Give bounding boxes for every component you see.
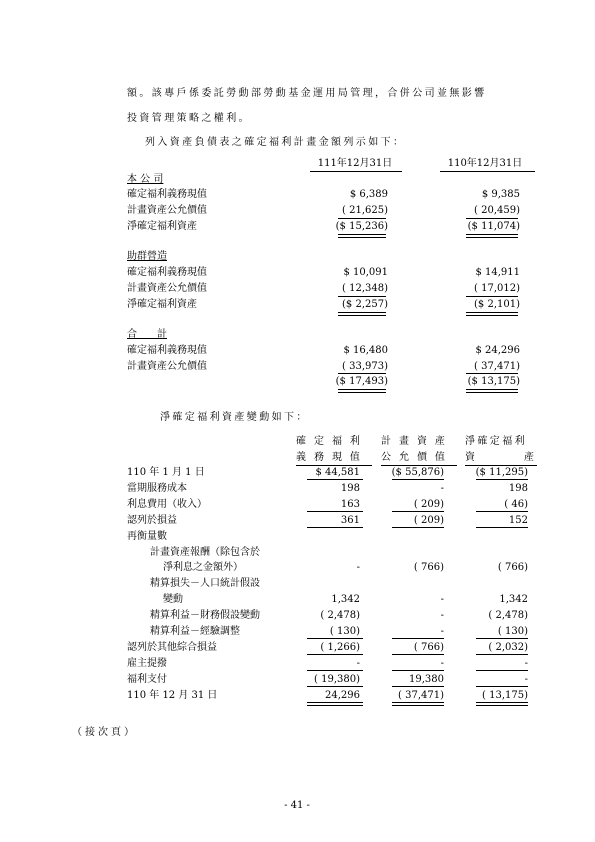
table2-cell: ( 766) [497,562,528,573]
table2-col-header-obligation-l2: 義 務 現 值 [296,452,363,463]
cell-value: ( 21,625) [342,205,388,216]
cell-value: ( 17,012) [474,283,520,294]
table2-col-header-obligation-l1: 確 定 福 利 [296,436,363,447]
table2-cell: 152 [508,515,528,526]
table1-col-header-2021: 110年12月31日 [447,158,523,169]
table2-cell: ($ 11,295) [475,467,528,478]
table2-cell: 1,342 [499,594,528,605]
row-label: 計畫資產公允價值 [127,361,207,372]
double-divider [466,312,518,316]
divider [307,686,363,687]
paragraph-line-2: 投資管理策略之權利。 [127,113,251,124]
divider [392,670,444,671]
divider [392,686,444,687]
row-label: 確定福利義務現值 [127,267,207,278]
divider [476,479,528,480]
table2-cell: - [524,674,528,685]
cell-value: ( 37,471) [474,361,520,372]
row-label: 淨確定福利資產 [127,221,197,232]
table2-cell: - [524,658,528,669]
table2-cell: $ 44,581 [315,467,360,478]
divider [476,686,528,687]
divider [476,638,528,639]
divider [465,465,537,466]
divider [392,511,444,512]
table2-cell: ($ 55,876) [391,467,444,478]
cell-value: $ 16,480 [343,345,388,356]
cell-value: $ 24,296 [475,345,520,356]
table2-cell: - [440,658,444,669]
table2-cell: 1,342 [331,594,360,605]
divider [381,465,457,466]
cell-value: $ 14,911 [475,267,520,278]
divider [476,670,528,671]
cell-value: ($ 2,101) [474,299,520,310]
table2-cell: ( 13,175) [482,690,528,701]
table2-cell: 163 [340,499,360,510]
double-divider [392,702,444,706]
row-label: 淨確定福利資產 [127,299,197,310]
row-label: 計畫資產公允價值 [127,205,207,216]
table2-col-header-net-l2a: 資 [465,452,475,463]
divider [440,171,535,172]
table2-row-label: 認列於其他綜合損益 [127,642,217,653]
table2-row-label: 利息費用（收入） [127,499,207,510]
table2-cell: 198 [508,483,528,494]
double-divider [307,702,363,706]
divider [307,511,363,512]
divider [392,654,444,655]
cell-value: $ 9,385 [481,189,520,200]
cell-value: ($ 13,175) [467,376,520,387]
table2-cell: - [440,626,444,637]
cell-value: ($ 2,257) [342,299,388,310]
divider [476,527,528,528]
divider [466,218,518,219]
divider [338,373,386,374]
table2-col-header-assets-l1: 計 畫 資 產 [381,436,448,447]
table2-cell: ( 766) [413,642,444,653]
cell-value: ( 12,348) [342,283,388,294]
table2-cell: ( 130) [497,626,528,637]
table2-row-label: 當期服務成本 [127,483,187,494]
table2-cell: ( 766) [413,562,444,573]
table1-intro: 列入資產負債表之確定福利計畫金額列示如下： [145,137,406,148]
table2-cell: ( 2,478) [488,610,528,621]
table2-row-label: 淨利息之金額外） [163,562,243,573]
cell-value: ( 20,459) [474,205,520,216]
table2-cell: ( 2,478) [320,610,360,621]
double-divider [466,234,518,238]
table2-row-label: 認列於損益 [127,515,177,526]
table2-row-label: 精算利益－經驗調整 [150,626,240,637]
row-label: 計畫資產公允價值 [127,283,207,294]
table2-cell: - [356,562,360,573]
divider [310,171,402,172]
cell-value: $ 10,091 [343,267,388,278]
row-label: 確定福利義務現值 [127,345,207,356]
divider [392,638,444,639]
divider [307,638,363,639]
cell-value: ($ 17,493) [335,376,388,387]
table2-row-label: 變動 [163,594,183,605]
table2-cell: 361 [340,515,360,526]
table2-row-label: 精算損失－人口統計假設 [150,578,260,589]
row-label: 確定福利義務現值 [127,189,207,200]
table2-cell: - [440,610,444,621]
cell-value: ($ 15,236) [335,221,388,232]
table2-row-label: 福利支付 [127,674,167,685]
table2-cell: 19,380 [409,674,444,685]
divider [338,296,386,297]
table2-row-label: 精算利益－財務假設變動 [150,610,260,621]
divider [466,373,518,374]
table2-row-label: 雇主提撥 [127,658,167,669]
table2-cell: - [356,658,360,669]
cell-value: $ 6,389 [349,189,388,200]
divider [392,527,444,528]
table2-cell: ( 1,266) [320,642,360,653]
table2-cell: ( 209) [413,499,444,510]
divider [307,654,363,655]
table2-cell: ( 19,380) [314,674,360,685]
table2-cell: - [440,594,444,605]
double-divider [476,702,528,706]
cell-value: ($ 11,074) [467,221,520,232]
divider [392,479,444,480]
table2-cell: ( 209) [413,515,444,526]
divider [476,654,528,655]
table1-col-header-2022: 111年12月31日 [317,158,393,169]
table2-col-header-assets-l2: 公 允 價 值 [381,452,448,463]
section-title: 合 計 [127,329,167,340]
divider [307,479,363,480]
continued-note: （接次頁） [72,727,137,738]
divider [296,465,372,466]
divider [307,670,363,671]
double-divider [466,389,518,393]
double-divider [338,234,386,238]
cell-value: ( 33,973) [342,361,388,372]
table2-cell: ( 130) [329,626,360,637]
table2-cell: ( 2,032) [488,642,528,653]
divider [476,511,528,512]
table2-cell: 198 [340,483,360,494]
table2-col-header-net-l2b: 產 [524,452,534,463]
table2-intro: 淨確定福利資產變動如下： [160,412,309,423]
table2-cell: ( 37,471) [398,690,444,701]
table2-row-label: 計畫資產報酬（除包含於 [150,547,260,558]
table2-cell: 24,296 [325,690,360,701]
double-divider [338,312,386,316]
double-divider [338,389,386,393]
page-number: - 41 - [284,800,310,811]
paragraph-line-1: 額。該專戶係委託勞動部勞動基金運用局管理，合併公司並無影響 [127,88,487,99]
table2-cell: ( 46) [504,499,528,510]
divider [338,218,386,219]
table2-row-label: 110 年 12 月 31 日 [127,690,218,701]
table2-row-label: 再衡量數 [127,531,167,542]
table2-row-label: 110 年 1 月 1 日 [127,467,205,478]
table2-col-header-net-l1: 淨確定福利 [465,436,527,447]
divider [307,527,363,528]
section-title: 本 公 司 [127,174,164,185]
divider [466,296,518,297]
table2-cell: - [440,483,444,494]
section-title: 助群營造 [127,251,167,262]
